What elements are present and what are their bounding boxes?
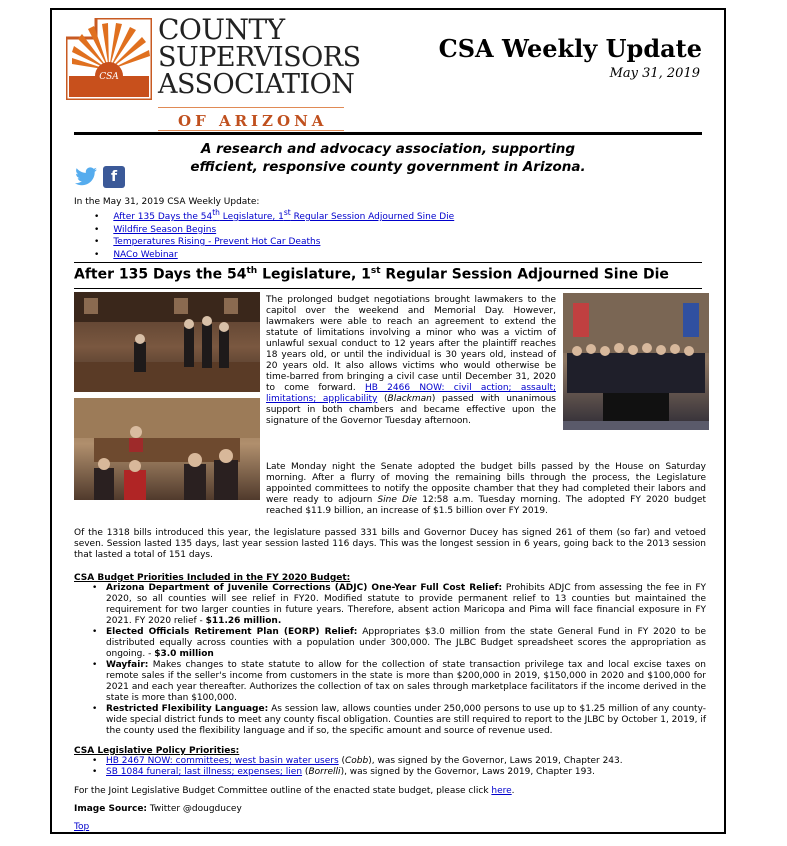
budget-priorities-list	[92, 583, 706, 737]
policy-item-hb2467-sponsor: Cobb	[345, 756, 369, 766]
budget-item-eorp-text: Appropriates $3.0 million from the state General Fund in FY 2020 to be distributed equally across counties with a population under 300,000. The JLBC Budget spreadsheet scores the appropriation as ongoing. -	[106, 627, 706, 659]
p2-text-b: 12:58 a.m. Tuesday morning. The adopted FY 2020 budget reached $11.9 billion, an increase of $1.5 billion over FY 2019.	[266, 495, 706, 516]
toc-item-hot-car	[94, 236, 454, 249]
article-heading-sup1: th	[246, 266, 258, 276]
svg-text:CSA: CSA	[99, 72, 119, 82]
outline-text: For the Joint Legislative Budget Committee outline of the enacted state budget, please click	[74, 786, 492, 796]
section-rule-bottom	[74, 288, 702, 289]
policy-priorities-list	[92, 756, 706, 778]
article-heading-b: Legislature, 1	[257, 266, 371, 283]
tagline-line2: efficient, responsive county government in Arizona.	[190, 159, 586, 175]
article-heading-c: Regular Session Adjourned Sine Die	[380, 266, 669, 283]
toc-link-legislature-text-c: Regular Session Adjourned Sine Die	[290, 212, 455, 222]
photo-bill-signing-illustration	[563, 293, 709, 430]
toc-link-hot-car[interactable]: Temperatures Rising - Prevent Hot Car Deaths	[113, 237, 321, 247]
image-source-text: Twitter @dougducey	[147, 804, 242, 814]
policy-item-hb2467	[92, 756, 706, 767]
budget-item-adjc-amount: $11.26 million.	[205, 616, 282, 626]
table-of-contents	[94, 207, 454, 261]
article-paragraph-2	[74, 462, 706, 517]
page-title: CSA Weekly Update	[438, 34, 702, 63]
policy-item-sb1084-sponsor: Borrelli	[308, 767, 341, 777]
toc-item-naco	[94, 249, 454, 262]
toc-link-legislature-sup1: th	[212, 208, 220, 217]
tagline	[52, 140, 724, 176]
budget-item-flexibility	[92, 704, 706, 737]
back-to-top	[74, 822, 89, 832]
hb2466-link[interactable]: HB 2466 NOW: civil action; assault; limitations; applicability	[266, 383, 557, 404]
photo-legislature-floor	[74, 292, 260, 392]
jlbc-outline-note	[74, 786, 515, 796]
social-links	[74, 166, 127, 190]
hb2467-link[interactable]: HB 2467 NOW: committees; west basin water users	[106, 756, 339, 766]
header-rule	[74, 132, 702, 135]
budget-priorities-heading: CSA Budget Priorities Included in the FY 2020 Budget:	[74, 573, 351, 583]
org-name	[158, 13, 361, 100]
newsletter-frame	[50, 8, 726, 834]
toc-link-legislature-sup2: st	[283, 208, 291, 217]
budget-item-adjc-title: Arizona Department of Juvenile Corrections (ADJC) One-Year Full Cost Relief:	[106, 583, 503, 593]
toc-item-wildfire	[94, 224, 454, 237]
toc-link-legislature-text-a: After 135 Days the 54	[113, 212, 213, 222]
toc-item-legislature	[94, 207, 454, 224]
outline-period: .	[511, 786, 515, 796]
org-divider-top	[158, 107, 344, 108]
article-heading	[74, 266, 669, 283]
article-paragraph-3: Of the 1318 bills introduced this year, the legislature passed 331 bills and Governor Ducey has signed 261 of them (so far) and vetoed seven. Session lasted 135 days, last year session lasted 116 days. This was the longest session in 6 years, going back to the 2013 session that lasted a total of 151 days.	[74, 528, 706, 560]
toc-link-naco[interactable]: NACo Webinar	[113, 249, 178, 260]
policy-item-sb1084	[92, 767, 706, 778]
header	[52, 10, 724, 132]
csa-sunburst-logo-icon	[66, 18, 152, 100]
policy-priorities-heading: CSA Legislative Policy Priorities:	[74, 746, 240, 756]
budget-item-flexibility-title: Restricted Flexibility Language:	[106, 704, 269, 714]
org-subtitle: OF ARIZONA	[178, 112, 328, 130]
policy-item-hb2467-pre: (	[338, 756, 346, 766]
image-source-label: Image Source:	[74, 804, 148, 814]
budget-item-wayfair-text: Makes changes to state statute to allow for the collection of state transaction privilege tax and local excise taxes on remote sales if the seller's income from customers in the state is more than $200,000 in 2019, $150,000 in 2020 and $100,000 for 2021 and each year thereafter. Authorizes the collection of tax on sales through marketplace facilitators if the income derived in the state is more than $100,000.	[106, 660, 706, 703]
photo-bill-signing	[563, 293, 709, 430]
p2-sine-die: Sine Die	[377, 495, 418, 505]
policy-item-hb2467-post: ), was signed by the Governor, Laws 2019, Chapter 243.	[368, 756, 623, 766]
p1-text-c: ) passed with unanimous support in both chambers and became effective upon the signature of the Governor Tuesday afternoon.	[266, 394, 556, 426]
toc-link-legislature-text-b: Legislature, 1	[219, 212, 284, 222]
p1-text-a: The prolonged budget negotiations brought lawmakers to the capitol over the weekend and Memorial Day. However, lawmakers were able to reach an agreement to extend the statute of limitations involving a minor who was a victim of unlawful sexual conduct to 12 years after the plaintiff reaches 18 years old, or until the individual is 30 years old, instead of 20 years old. It also allows victims who would otherwise be time-barred from bringing a civil case until December 31, 2020 to come forward.	[266, 295, 556, 393]
policy-item-sb1084-post: ), was signed by the Governor, Laws 2019, Chapter 193.	[340, 767, 595, 777]
toc-link-legislature[interactable]	[113, 208, 455, 222]
budget-item-eorp-title: Elected Officials Retirement Plan (EORP) Relief:	[106, 627, 358, 637]
budget-item-wayfair	[92, 660, 706, 704]
org-name-line1: COUNTY	[158, 13, 285, 46]
budget-item-wayfair-title: Wayfair:	[106, 660, 149, 670]
org-divider-bottom	[158, 130, 344, 131]
sb1084-link[interactable]: SB 1084 funeral; last illness; expenses; lien	[106, 767, 303, 777]
article-heading-sup2: st	[370, 266, 381, 276]
toc-intro: In the May 31, 2019 CSA Weekly Update:	[74, 197, 260, 207]
budget-item-adjc-text: Prohibits ADJC from assessing the fee in FY 2020, so all counties will see relief in FY20. Modified statute to provide permanent relief to 13 counties but maintained the requirement for two larger counties in future years. Therefore, absent action Maricopa and Pima will face financial exposure in FY 2021. FY 2020 relief -	[106, 583, 706, 626]
article-paragraph-1	[266, 295, 556, 427]
budget-item-eorp-amount: $3.0 million	[154, 649, 214, 659]
article-heading-a: After 135 Days the 54	[74, 266, 247, 283]
p1-sponsor: Blackman	[387, 394, 432, 404]
org-name-line2: SUPERVISORS	[158, 42, 361, 73]
p1-text-b: (	[377, 394, 388, 404]
top-link[interactable]: Top	[74, 822, 90, 832]
budget-item-flexibility-text: As session law, allows counties under 250,000 persons to use up to $1.25 million of any county-wide special district funds to meet any county fiscal obligation. Counties are still required to report to the JLBC by October 1, 2019, if the county used the flexibility language and if so, the specific amount and source of revenue used.	[106, 704, 707, 736]
org-name-line3: ASSOCIATION	[158, 69, 355, 100]
toc-link-wildfire[interactable]: Wildfire Season Begins	[113, 224, 217, 235]
image-source	[74, 804, 242, 814]
photo-legislature-floor-illustration	[74, 292, 260, 392]
tagline-line1: A research and advocacy association, supporting	[200, 141, 576, 157]
p2-text-a: Late Monday night the Senate adopted the budget bills passed by the House on Saturday morning. After a flurry of moving the remaining bills through the process, the Legislature appointed committees to notify the opposite chamber that they had completed their labors and were ready to adjourn	[266, 462, 706, 505]
section-rule-top	[74, 262, 702, 263]
jlbc-outline-link[interactable]: here	[491, 786, 512, 796]
budget-item-adjc	[92, 583, 706, 627]
facebook-icon[interactable]: f	[103, 166, 125, 188]
issue-date: May 31, 2019	[609, 66, 700, 81]
budget-item-eorp	[92, 627, 706, 660]
policy-item-sb1084-pre: (	[302, 767, 309, 777]
twitter-icon[interactable]	[74, 166, 98, 188]
